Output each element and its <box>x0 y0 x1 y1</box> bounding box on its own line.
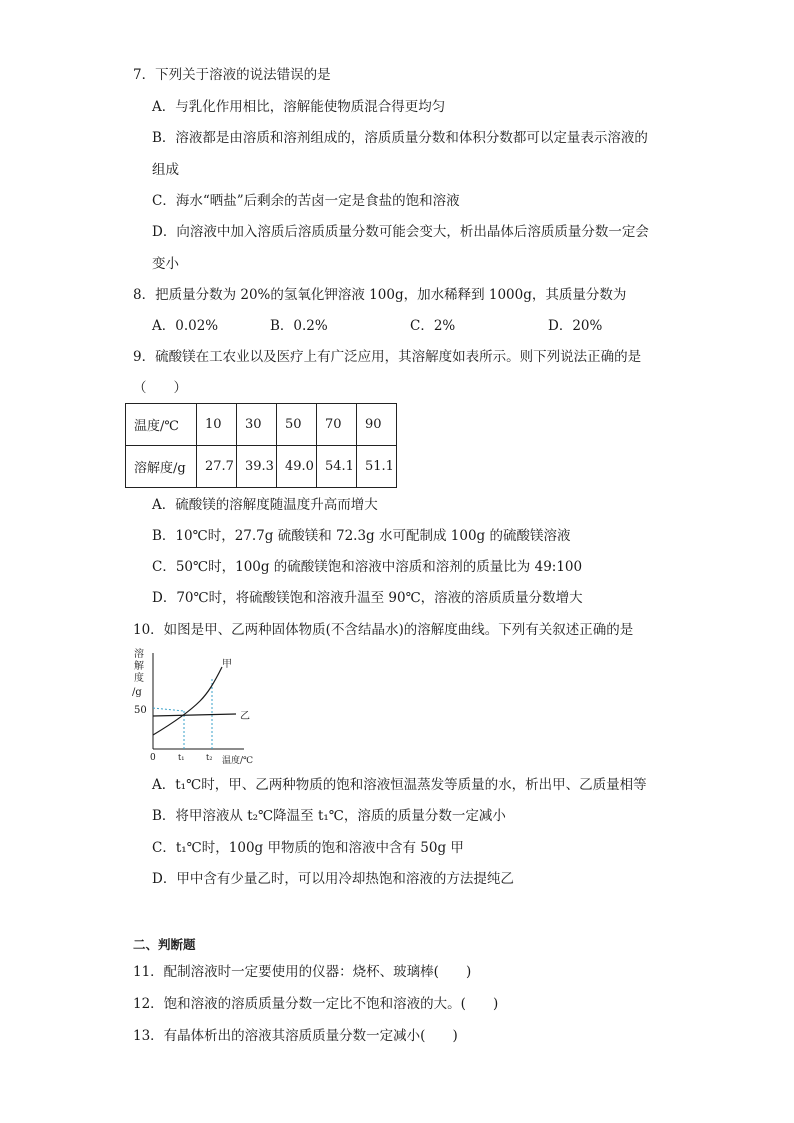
q7-option-a: A．与乳化作用相比，溶解能使物质混合得更均匀 <box>152 99 446 115</box>
q9-option-d: D．70℃时，将硫酸镁饱和溶液升温至 90℃，溶液的溶质质量分数增大 <box>152 590 583 606</box>
q8-options <box>152 317 652 335</box>
section-title-judgment: 二、判断题 <box>133 937 196 952</box>
table-cell: 70 <box>317 404 357 446</box>
q7-option-d-cont: 变小 <box>152 256 179 272</box>
t2-tick-label: t₂ <box>206 753 213 762</box>
solubility-table <box>125 403 397 488</box>
q10-option-d: D．甲中含有少量乙时，可以用冷却热饱和溶液的方法提纯乙 <box>152 871 514 887</box>
q7-option-b: B．溶液都是由溶质和溶剂组成的，溶质质量分数和体积分数都可以定量表示溶液的 <box>152 130 648 146</box>
table-row-label: 溶解度/g <box>126 446 197 488</box>
guide-50 <box>153 708 184 711</box>
y-axis-label-1: 溶 <box>134 649 144 660</box>
q9-stem: 9．硫酸镁在工农业以及医疗上有广泛应用，其溶解度如表所示。则下列说法正确的是 <box>133 349 642 365</box>
curve-jia-label: 甲 <box>222 659 232 670</box>
q13-stem: 13．有晶体析出的溶液其溶质质量分数一定减小( ) <box>133 1028 458 1044</box>
q10-option-c: C．t₁℃时，100g 甲物质的饱和溶液中含有 50g 甲 <box>152 840 464 856</box>
solubility-curve-graph <box>128 645 268 769</box>
q10-option-a: A．t₁℃时，甲、乙两种物质的饱和溶液恒温蒸发等质量的水，析出甲、乙质量相等 <box>152 777 647 793</box>
origin-label: 0 <box>150 753 156 763</box>
table-cell: 50 <box>277 404 317 446</box>
q7-option-d: D．向溶液中加入溶质后溶质质量分数可能会变大，析出晶体后溶质质量分数一定会 <box>152 224 649 240</box>
q9-answer-paren: （ ） <box>133 380 187 396</box>
x-axis-label: 温度/℃ <box>222 756 254 766</box>
table-cell: 54.1 <box>317 446 357 488</box>
table-row <box>126 404 397 446</box>
y-axis-label-4: /g <box>132 687 142 698</box>
table-row <box>126 446 397 488</box>
table-cell: 49.0 <box>277 446 317 488</box>
q8-option-d: D．20% <box>548 318 603 334</box>
q7-option-b-cont: 组成 <box>152 162 179 178</box>
q11-stem: 11．配制溶液时一定要使用的仪器：烧杯、玻璃棒( ) <box>133 964 472 980</box>
table-cell: 30 <box>237 404 277 446</box>
table-cell: 51.1 <box>357 446 397 488</box>
table-cell: 90 <box>357 404 397 446</box>
q10-option-b: B．将甲溶液从 t₂℃降温至 t₁℃，溶质的质量分数一定减小 <box>152 808 506 824</box>
table-cell: 10 <box>197 404 237 446</box>
q10-stem: 10．如图是甲、乙两种固体物质(不含结晶水)的溶解度曲线。下列有关叙述正确的是 <box>133 622 634 638</box>
y-axis-label-2: 解 <box>134 661 144 672</box>
curve-yi <box>153 714 236 716</box>
q8-option-c: C．2% <box>410 318 456 334</box>
y-tick-50: 50 <box>134 705 147 716</box>
q7-stem: 7．下列关于溶液的说法错误的是 <box>133 67 331 83</box>
table-cell: 27.7 <box>197 446 237 488</box>
q8-stem: 8．把质量分数为 20%的氢氧化钾溶液 100g，加水稀释到 1000g，其质量分数为 <box>133 287 627 303</box>
curve-yi-label: 乙 <box>240 711 250 722</box>
q12-stem: 12．饱和溶液的溶质质量分数一定比不饱和溶液的大。( ) <box>133 996 499 1012</box>
table-cell: 39.3 <box>237 446 277 488</box>
q8-option-b: B．0.2% <box>270 318 328 334</box>
q9-option-b: B．10℃时，27.7g 硫酸镁和 72.3g 水可配制成 100g 的硫酸镁溶液 <box>152 528 571 544</box>
y-axis-label-3: 度 <box>134 673 144 684</box>
q7-option-c: C．海水“晒盐”后剩余的苦卤一定是食盐的饱和溶液 <box>152 193 460 209</box>
q9-option-c: C．50℃时，100g 的硫酸镁饱和溶液中溶质和溶剂的质量比为 49:100 <box>152 559 583 575</box>
table-row-label: 温度/℃ <box>126 404 197 446</box>
q9-option-a: A．硫酸镁的溶解度随温度升高而增大 <box>152 497 378 513</box>
q8-option-a: A．0.02% <box>152 318 219 334</box>
t1-tick-label: t₁ <box>178 753 185 762</box>
